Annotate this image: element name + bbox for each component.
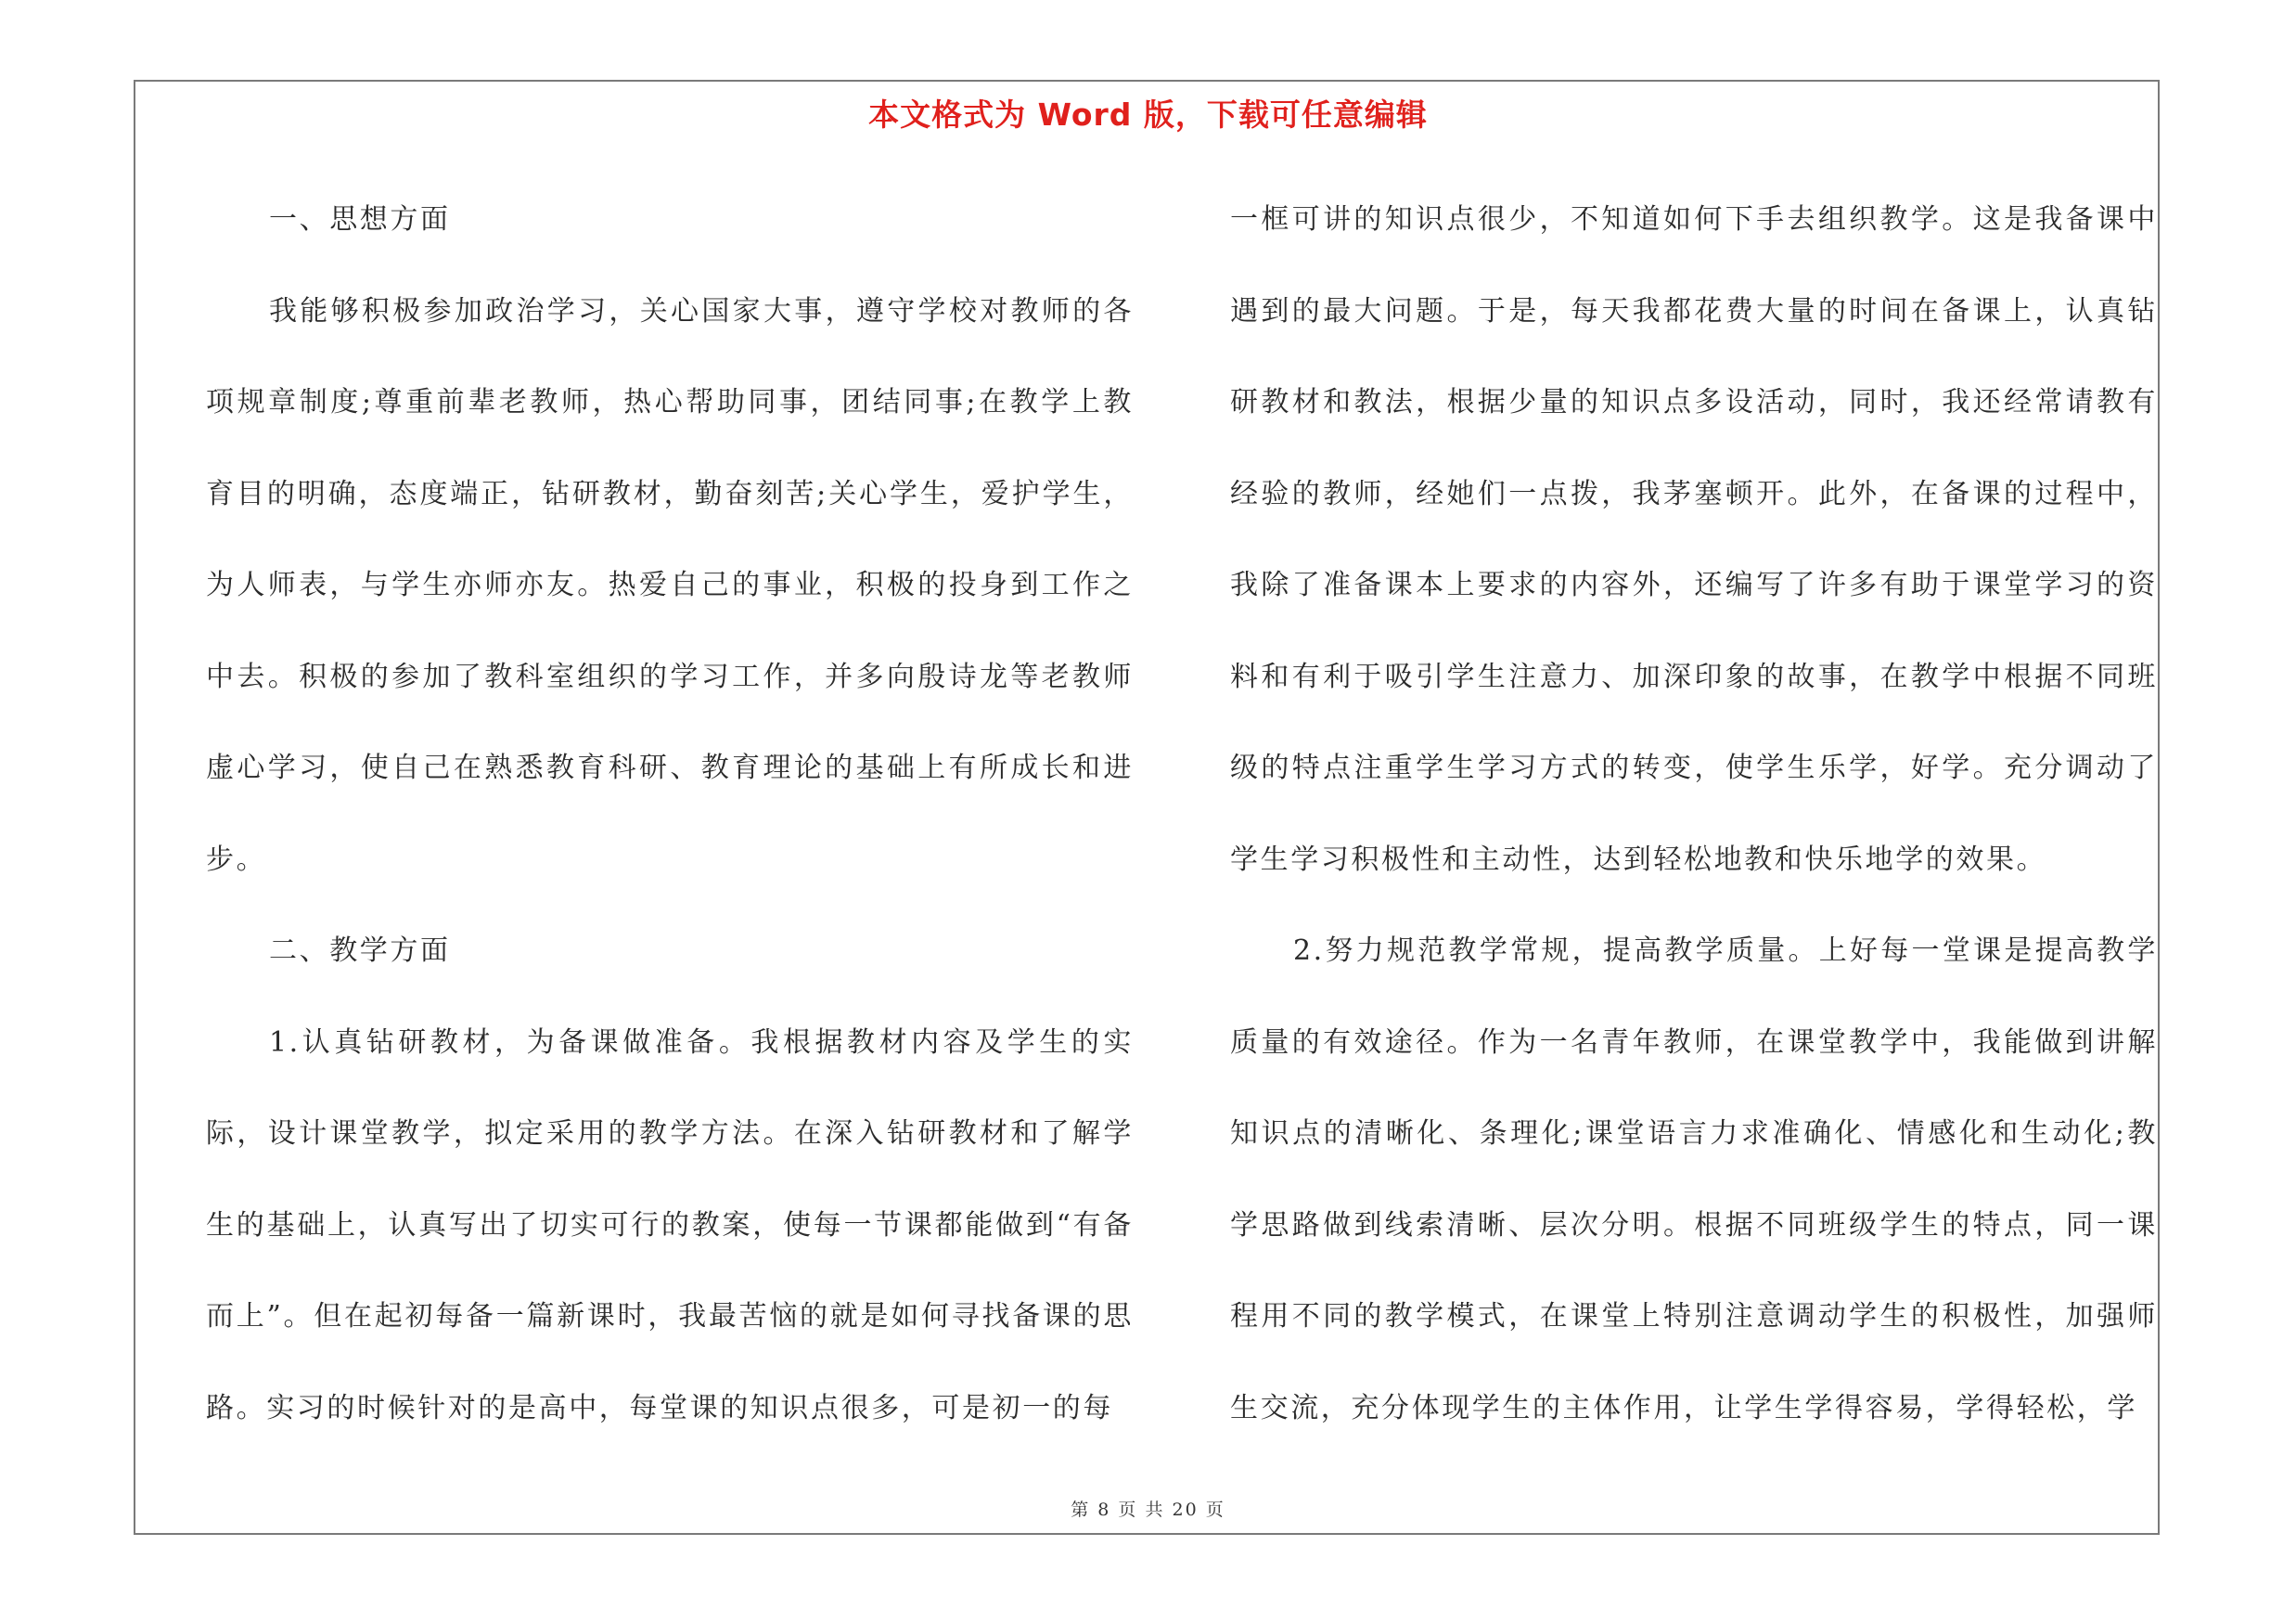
paragraph-teaching-2: 2.努力规范教学常规，提高教学质量。上好每一堂课是提高教学质量的有效途径。作为一名青年教师，在课堂教学中，我能做到讲解知识点的清晰化、条理化;课堂语言力求准确化、情感化和生动化;教学思路做到线索清晰、层次分明。根据不同班级学生的特点，同一课程用不同的教学模式，在课堂上特别注意调动学生的积极性，加强师生交流，充分体现学生的主体作用，让学生学得容易，学得轻松，学 [1230,934,2158,1424]
format-banner: 本文格式为 Word 版，下载可任意编辑 [868,97,1428,133]
paragraph-teaching-1: 1.认真钻研教材，为备课做准备。我根据教材内容及学生的实际，设计课堂教学，拟定采用的教学方法。在深入钻研教材和了解学生的基础上，认真写出了切实可行的教案，使每一节课都能做到“有备而上”。但在起初每备一篇新课时，我最苦恼的就是如何寻找备课的思路。实习的时候针对的是高中，每堂课的知识点很多，可是初一的每 [206,1025,1134,1424]
page-number: 第 8 页 共 20 页 [1071,1500,1225,1520]
section-heading-thought: 一、思想方面 [269,203,451,236]
section-heading-teaching: 二、教学方面 [269,934,451,967]
right-column [1230,174,2158,1454]
paragraph-teaching-1-continued: 一框可讲的知识点很少，不知道如何下手去组织教学。这是我备课中遇到的最大问题。于是，每天我都花费大量的时间在备课上，认真钻研教材和教法，根据少量的知识点多设活动，同时，我还经常请教有经验的教师，经她们一点拨，我茅塞顿开。此外，在备课的过程中，我除了准备课本上要求的内容外，还编写了许多有助于课堂学习的资料和有利于吸引学生注意力、加深印象的故事，在教学中根据不同班级的特点注重学生学习方式的转变，使学生乐学，好学。充分调动了学生学习积极性和主动性，达到轻松地教和快乐地学的效果。 [1230,203,2158,876]
left-column [206,174,1134,1454]
paragraph-thought: 我能够积极参加政治学习，关心国家大事，遵守学校对教师的各项规章制度;尊重前辈老教师，热心帮助同事，团结同事;在教学上教育目的明确，态度端正，钻研教材，勤奋刻苦;关心学生，爱护学生，为人师表，与学生亦师亦友。热爱自己的事业，积极的投身到工作之中去。积极的参加了教科室组织的学习工作，并多向殷诗龙等老教师虚心学习，使自己在熟悉教育科研、教育理论的基础上有所成长和进步。 [206,294,1134,876]
